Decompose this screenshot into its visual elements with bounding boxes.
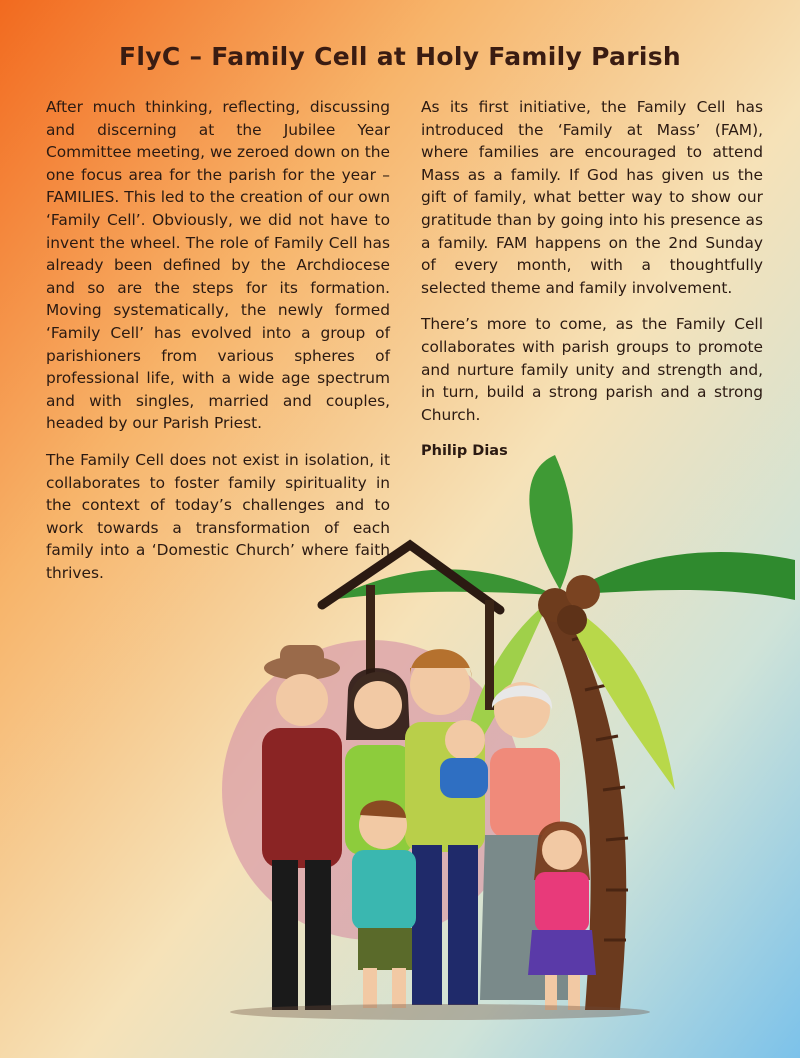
paragraph: There’s more to come, as the Family Cell collaborates with parish groups to promote and nurture family unity and strength and, in turn, build a strong parish and a strong Church.	[421, 315, 763, 424]
coconut	[557, 605, 587, 635]
palm-leaf	[529, 455, 572, 590]
hut-post-right	[485, 600, 494, 710]
author-name: Philip Dias	[421, 443, 508, 460]
right-column	[421, 96, 763, 463]
paragraph: After much thinking, reflecting, discussing and discerning at the Jubilee Year Committee meeting, we zeroed down on the one focus area for the parish for the year – FAMILIES. This led to the creation of our own ‘Family Cell’. Obviously, we did not have to invent the wheel. The role of Family Cell has already been defined by the Archdiocese and so are the steps for its formation. Moving systematically, the newly formed ‘Family Cell’ has evolved into a group of parishioners from various spheres of professional life, with a wide age spectrum and with singles, married and couples, headed by our Parish Priest.	[46, 98, 390, 433]
ground-shadow	[230, 1004, 650, 1020]
page-title: FlyC – Family Cell at Holy Family Parish	[119, 42, 681, 71]
coconut	[566, 575, 600, 609]
paragraph: As its first initiative, the Family Cell has introduced the ‘Family at Mass’ (FAM), where families are encouraged to attend Mass as a family. If God has given us the gift of family, what better way to show our gratitude than by going into his presence as a family. FAM happens on the 2nd Sunday of every month, with a thoughtfully selected theme and family involvement.	[421, 98, 763, 297]
paragraph: The Family Cell does not exist in isolation, it collaborates to foster family spirituality in the context of today’s challenges and to work towards a transformation of each family into a ‘Domestic Church’ where faith thrives.	[46, 450, 390, 582]
left-column	[46, 96, 390, 598]
